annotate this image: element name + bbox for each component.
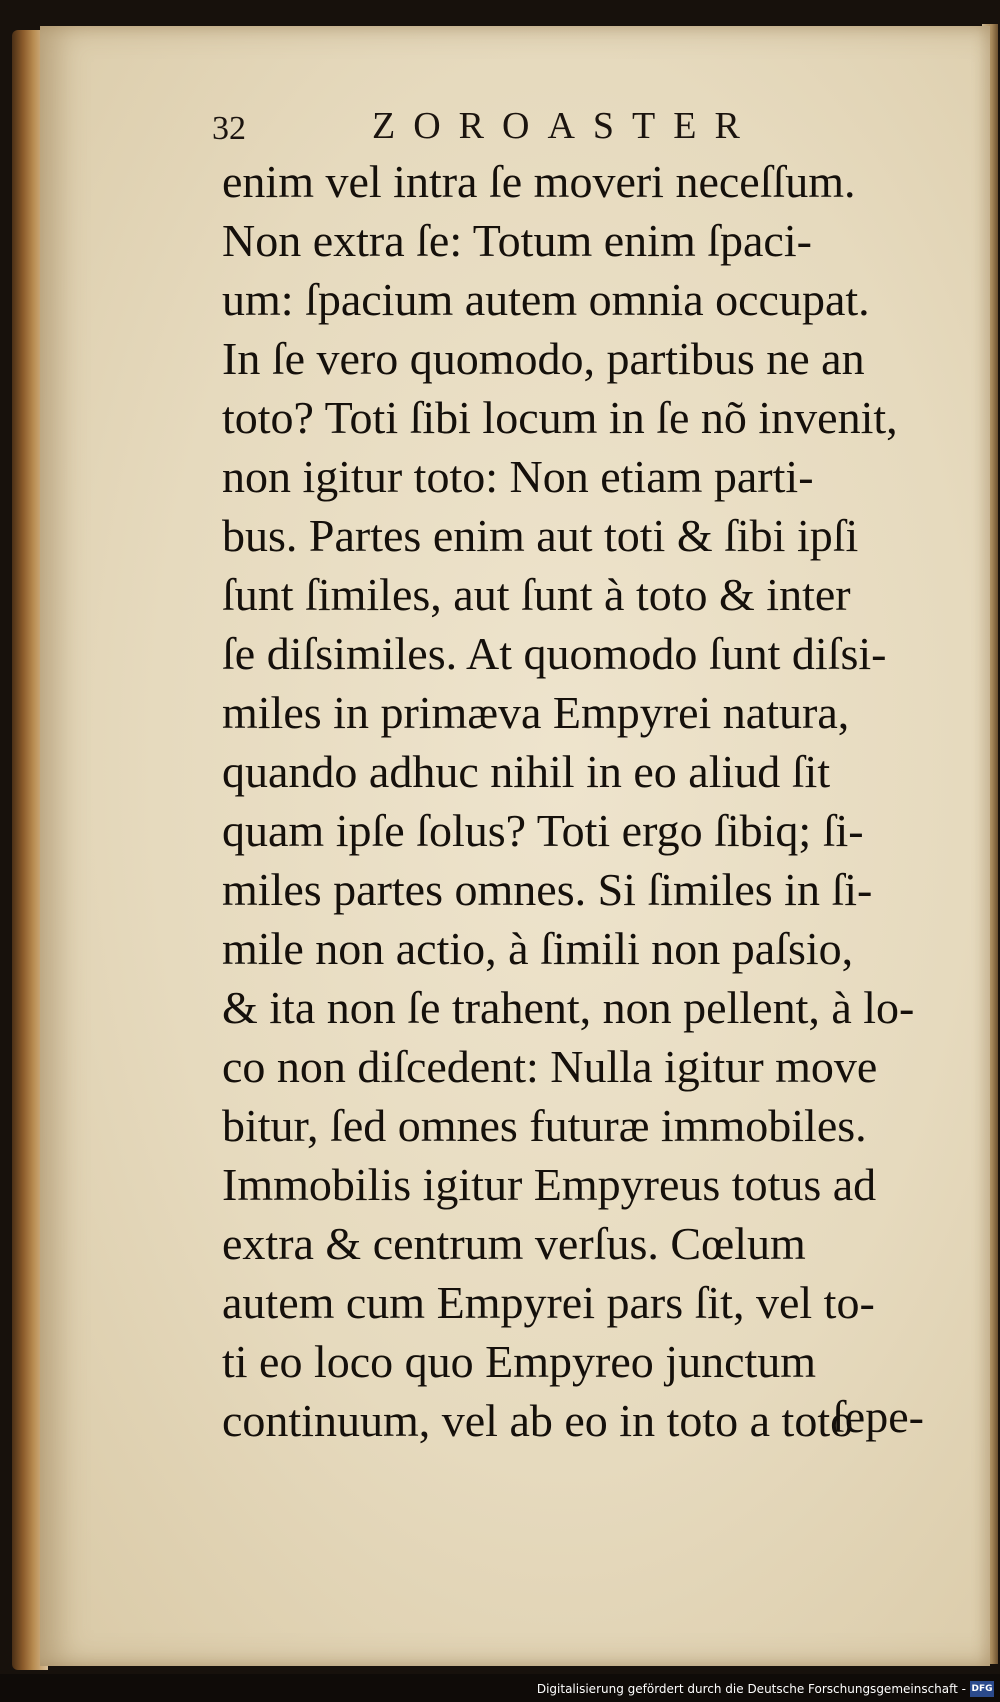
text-line: extra & centrum verſus. Cœlum (222, 1218, 806, 1269)
text-line: toto? Toti ſibi locum in ſe nõ invenit, (222, 392, 898, 443)
text-line: miles in primæva Empyrei natura, (222, 687, 850, 738)
footer-bar (0, 1674, 1000, 1702)
text-line: mile non actio, à ſimili non paſsio, (222, 923, 854, 974)
text-line: bus. Partes enim aut toti & ſibi ipſi (222, 510, 859, 561)
text-line: non igitur toto: Non etiam parti- (222, 451, 814, 502)
dfg-logo-icon: DFG (970, 1681, 994, 1697)
text-line: quam ipſe ſolus? Toti ergo ſibiq; ſi- (222, 805, 864, 856)
text-line: Non extra ſe: Totum enim ſpaci- (222, 215, 812, 266)
page-header (212, 104, 912, 154)
text-line: enim vel intra ſe moveri neceſſum. (222, 156, 856, 207)
funding-credit: Digitalisierung gefördert durch die Deutsche Forschungsgemeinschaft - (536, 1682, 966, 1696)
catchword: ſepe- (832, 1391, 924, 1442)
text-line: continuum, vel ab eo in toto a toto (222, 1395, 854, 1446)
text-line: Immobilis igitur Empyreus totus ad (222, 1159, 877, 1210)
body-text (222, 152, 932, 1450)
text-line: quando adhuc nihil in eo aliud ſit (222, 746, 831, 797)
text-line: bitur, ſed omnes futuræ immobiles. (222, 1100, 867, 1151)
text-line: ſunt ſimiles, aut ſunt à toto & inter (222, 569, 851, 620)
text-line: um: ſpacium autem omnia occupat. (222, 274, 870, 325)
running-head: ZOROASTER (372, 105, 758, 147)
text-line: autem cum Empyrei pars ſit, vel to- (222, 1277, 875, 1328)
text-line: ſe diſsimiles. At quomodo ſunt diſsi- (222, 628, 887, 679)
text-line: In ſe vero quomodo, partibus ne an (222, 333, 865, 384)
text-line: co non diſcedent: Nulla igitur move (222, 1041, 878, 1092)
text-line: miles partes omnes. Si ſimiles in ſi- (222, 864, 873, 915)
page-number: 32 (212, 110, 246, 147)
text-line: ti eo loco quo Empyreo junctum (222, 1336, 817, 1387)
text-line: & ita non ſe trahent, non pellent, à lo- (222, 982, 915, 1033)
